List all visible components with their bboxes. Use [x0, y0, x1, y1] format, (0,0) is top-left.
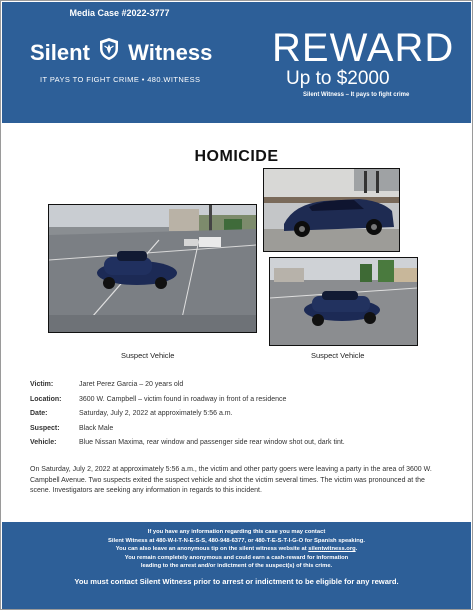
website-prefix: You can also leave an anonymous tip on the silent witness website at: [115, 546, 309, 553]
footer-line: leading to the arrest and/or indictment of the suspect(s) of this crime.: [140, 563, 333, 570]
detail-label: Suspect:: [30, 424, 60, 432]
website-link[interactable]: silentwitness.org: [308, 546, 356, 553]
footer-banner: [2, 522, 471, 609]
detail-value: Blue Nissan Maxima, rear window and passenger side rear window shot out, dark tint.: [79, 439, 345, 446]
footer-line: You remain completely anonymous and could earn a cash-reward for information: [124, 554, 349, 561]
crime-type-heading: HOMICIDE: [194, 148, 279, 165]
media-case-number: Media Case #2022-3777: [69, 8, 170, 18]
footer-line: If you have any information regarding this case you may contact: [147, 529, 326, 535]
suspect-vehicle-photo-street: [48, 204, 257, 333]
website-suffix: .: [355, 546, 358, 553]
reward-tagline: Silent Witness – It pays to fight crime: [303, 92, 410, 98]
photo-caption-left: Suspect Vehicle: [121, 351, 175, 360]
photo-caption-right: Suspect Vehicle: [311, 351, 365, 360]
detail-value: 3600 W. Campbell – victim found in roadway in front of a residence: [79, 395, 287, 403]
detail-value: Saturday, July 2, 2022 at approximately 5:56 a.m.: [79, 410, 233, 417]
silent-witness-logo: [30, 40, 212, 67]
detail-value: Jaret Perez Garcia – 20 years old: [79, 381, 184, 388]
logo-text-witness: Witness: [128, 40, 213, 65]
footer-main-notice: You must contact Silent Witness prior to arrest or indictment to be eligible for any reward.: [74, 576, 399, 586]
case-narrative: On Saturday, July 2, 2022 at approximately 5:56 a.m., the victim and other party goers were leaving a party in the area of 3600 W. Campbell Avenue. Two suspects exited the suspect vehicle and shot the victim several times. The victim was pronounced at the scene. Investigators are seeking any information in regards to this incident.: [30, 466, 432, 494]
suspect-vehicle-photo-side: [263, 168, 400, 252]
detail-value: Black Male: [79, 424, 114, 432]
footer-line-website: [2, 545, 471, 554]
footer-line: Silent Witness at 480-W-I-T-N-E-S-S, 480-948-6377, or 480-T-E-S-T-I-G-O for Spanish speaking.: [108, 537, 365, 544]
detail-label: Date:: [30, 410, 48, 417]
detail-label: Victim:: [30, 381, 54, 388]
shield-icon: [98, 37, 120, 67]
logo-text-silent: Silent: [30, 40, 90, 65]
logo-tagline: IT PAYS TO FIGHT CRIME • 480.WITNESS: [40, 75, 201, 84]
detail-label: Vehicle:: [30, 439, 57, 446]
reward-title: REWARD: [272, 26, 455, 70]
suspect-vehicle-photo-intersection: [269, 257, 418, 346]
reward-amount: Up to $2000: [286, 68, 390, 89]
header-banner: [2, 2, 471, 123]
detail-label: Location:: [30, 395, 62, 403]
